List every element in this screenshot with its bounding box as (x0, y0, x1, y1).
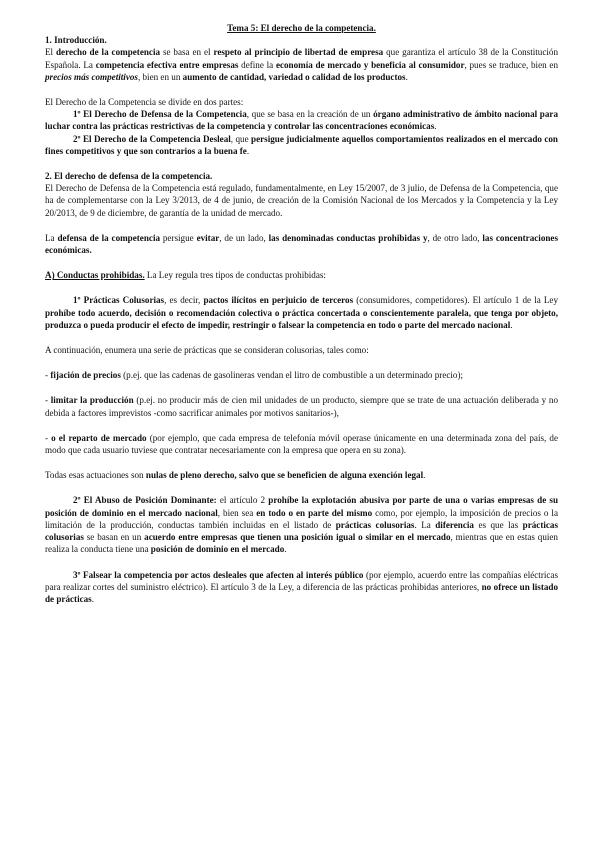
text-run: . (284, 544, 287, 555)
section-1-paragraph-4 (45, 133, 558, 157)
text-run: define la (238, 59, 276, 70)
text-run: . (510, 319, 513, 330)
text-run: derecho de la competencia (56, 47, 161, 58)
text-run: persigue judicialmente aquellos comportamientos realizados en el mercado con fines competitivos y que son contrarios a la buena fe (45, 133, 558, 156)
text-run: 1º Prácticas Colusorias (73, 295, 165, 306)
text-run: precios más competitivos (45, 71, 138, 82)
text-run: diferencia (435, 519, 474, 530)
abuse-dominant-position (45, 494, 558, 555)
document-body (45, 22, 558, 605)
unfair-acts-public-interest (45, 569, 558, 606)
section-1-paragraph-3 (45, 108, 558, 132)
text-run: economía de mercado y beneficia al consumidor (275, 59, 465, 70)
text-run: 3º Falsear la competencia por actos desleales que afecten al interés público (73, 569, 364, 580)
text-run: . La (414, 519, 436, 530)
text-run: no ofrece un listado de prácticas (45, 581, 558, 604)
text-run: que garantiza el artículo 38 de la Constitución Española. La (45, 47, 558, 70)
list-item-production-limit (45, 394, 558, 418)
text-run: 1º El Derecho de Defensa de la Competencia (73, 109, 247, 120)
text-run: , de otro lado, (427, 232, 483, 243)
list-item-price-fixing (45, 369, 558, 381)
text-run: prácticas colusorias (45, 519, 558, 543)
text-run: , que se basa en la creación de un (246, 109, 374, 120)
text-run: - (45, 370, 51, 381)
text-run: . (423, 470, 426, 481)
practice-colusorias (45, 294, 558, 331)
text-run: prohíbe la explotación abusiva por parte de una o varias empresas de su posición de dominio en el mercado nacional (45, 495, 558, 518)
text-run: (por ejemplo, acuerdo entre las compañías eléctricas para realizar cortes del suministro eléctrico). El artículo 3 de la Ley, a diferencia de las prácticas prohibidas anteriores, (45, 569, 558, 592)
text-run: , mientras que en estas quien realiza la conducta tiene una (45, 532, 558, 555)
text-run: A) Conductas prohibidas. (45, 270, 145, 281)
text-run: o el reparto de mercado (51, 432, 147, 443)
text-run: prohíbe todo acuerdo, decisión o recomendación colectiva o práctica concertada o conscientemente paralela, que tenga por objeto, produzca o pueda producir el efecto de impedir, restringir o falsear la competencia en todo o parte del mercado nacional (45, 307, 558, 330)
text-run: , que (230, 133, 252, 144)
text-run: Todas esas actuaciones son (45, 470, 146, 481)
text-run: (consumidores, competidores). El artículo 1 de la Ley (353, 295, 558, 306)
text-run: . (405, 71, 408, 82)
text-run: pactos ilícitos en perjuicio de terceros (203, 295, 354, 306)
text-run: (por ejemplo, que cada empresa de telefonía móvil operase únicamente en una determinada zona del país, de modo que cada usuario tuviese que contratar necesariamente con la empresa que opera en su zona). (45, 432, 558, 456)
text-run: 2º El Abuso de Posición Dominante: (73, 495, 217, 506)
section-2-heading: 2. El derecho de defensa de la competencia. (45, 171, 213, 182)
text-run: respeto al principio de libertad de empresa (213, 47, 384, 58)
text-run: , de un lado, (219, 232, 269, 243)
text-run: . (91, 593, 95, 604)
section-1-paragraph-1 (45, 46, 558, 83)
text-run: limitar la producción (50, 395, 134, 406)
text-run: - (45, 395, 51, 406)
text-run: , es decir, (164, 295, 204, 306)
text-run: acuerdo entre empresas que tienen una posición igual o similar en el mercado (144, 532, 451, 543)
text-run: aumento de cantidad, variedad o calidad de los productos (182, 71, 406, 82)
text-run: El (45, 47, 56, 58)
text-run: prácticas colusorias (335, 519, 415, 530)
nullity-paragraph (45, 469, 558, 481)
text-run: se basan en un (83, 532, 145, 543)
text-run: como, por ejemplo, la imposición de precios o la limitación de la producción, conductas también incluidas en el listado de (45, 507, 558, 530)
text-run: evitar (196, 232, 220, 243)
text-run: el artículo 2 (216, 495, 269, 506)
text-run: - (45, 432, 52, 443)
text-run: La (45, 232, 58, 243)
text-run: La Ley regula tres tipos de conductas prohibidas: (144, 270, 326, 281)
text-run: se basa en el (160, 47, 214, 58)
text-run: las concentraciones económicas. (45, 232, 559, 256)
text-run: las denominadas conductas prohibidas y (268, 232, 428, 243)
text-run: . (246, 145, 250, 156)
text-run: órgano administrativo de ámbito nacional para luchar contra las prácticas restrictivas de la competencia y controlar las concentraciones económicas (45, 109, 558, 132)
text-run: , pues se traduce, bien en (464, 59, 558, 70)
text-run: fijación de precios (50, 370, 121, 381)
text-run: 2º El Derecho de la Competencia Desleal (73, 133, 231, 144)
section-2-paragraph-1: El Derecho de Defensa de la Competencia está regulado, fundamentalmente, en Ley 15/2007, de 3 julio, de Defensa de la Competencia, que ha de complementarse con la Ley 3/2013, de 4 de junio, de creación de la Comisión Nacional de los Mercados y la Competencia y la Ley 20/2013, de 9 de diciembre, de garantía de la unidad de mercado. (45, 183, 558, 218)
text-run: , bien en un (137, 71, 183, 82)
text-run: (p.ej. no producir más de cien mil unidades de un producto, siempre que se trate de una actuación deliberada y no debida a factores imprevistos -como sacrificar animales por motivos sanitarios-), (45, 395, 558, 418)
list-item-market-sharing (45, 432, 558, 456)
conduct-intro (45, 269, 558, 281)
text-run: . (434, 121, 437, 132)
section-1-paragraph-2: El Derecho de la Competencia se divide en dos partes: (45, 97, 244, 108)
text-run: , bien sea (217, 507, 257, 518)
enumeration-intro: A continuación, enumera una serie de prácticas que se consideran colusorias, tales como: (45, 345, 369, 356)
text-run: es que las (473, 519, 523, 530)
text-run: competencia efectiva entre empresas (95, 59, 239, 70)
section-2-paragraph-2 (45, 232, 558, 256)
document-title: Tema 5: El derecho de la competencia. (227, 23, 376, 33)
text-run: (p.ej. que las cadenas de gasolineras vendan el litro de combustible a un determinado precio); (120, 370, 464, 381)
text-run: persigue (160, 232, 197, 243)
section-1-heading: 1. Introducción. (45, 35, 107, 46)
text-run: en todo o en parte del mismo (256, 507, 373, 518)
text-run: defensa de la competencia (57, 232, 161, 243)
text-run: posición de dominio en el mercado (150, 544, 285, 555)
text-run: nulas de pleno derecho, salvo que se beneficien de alguna exención legal (145, 470, 424, 481)
